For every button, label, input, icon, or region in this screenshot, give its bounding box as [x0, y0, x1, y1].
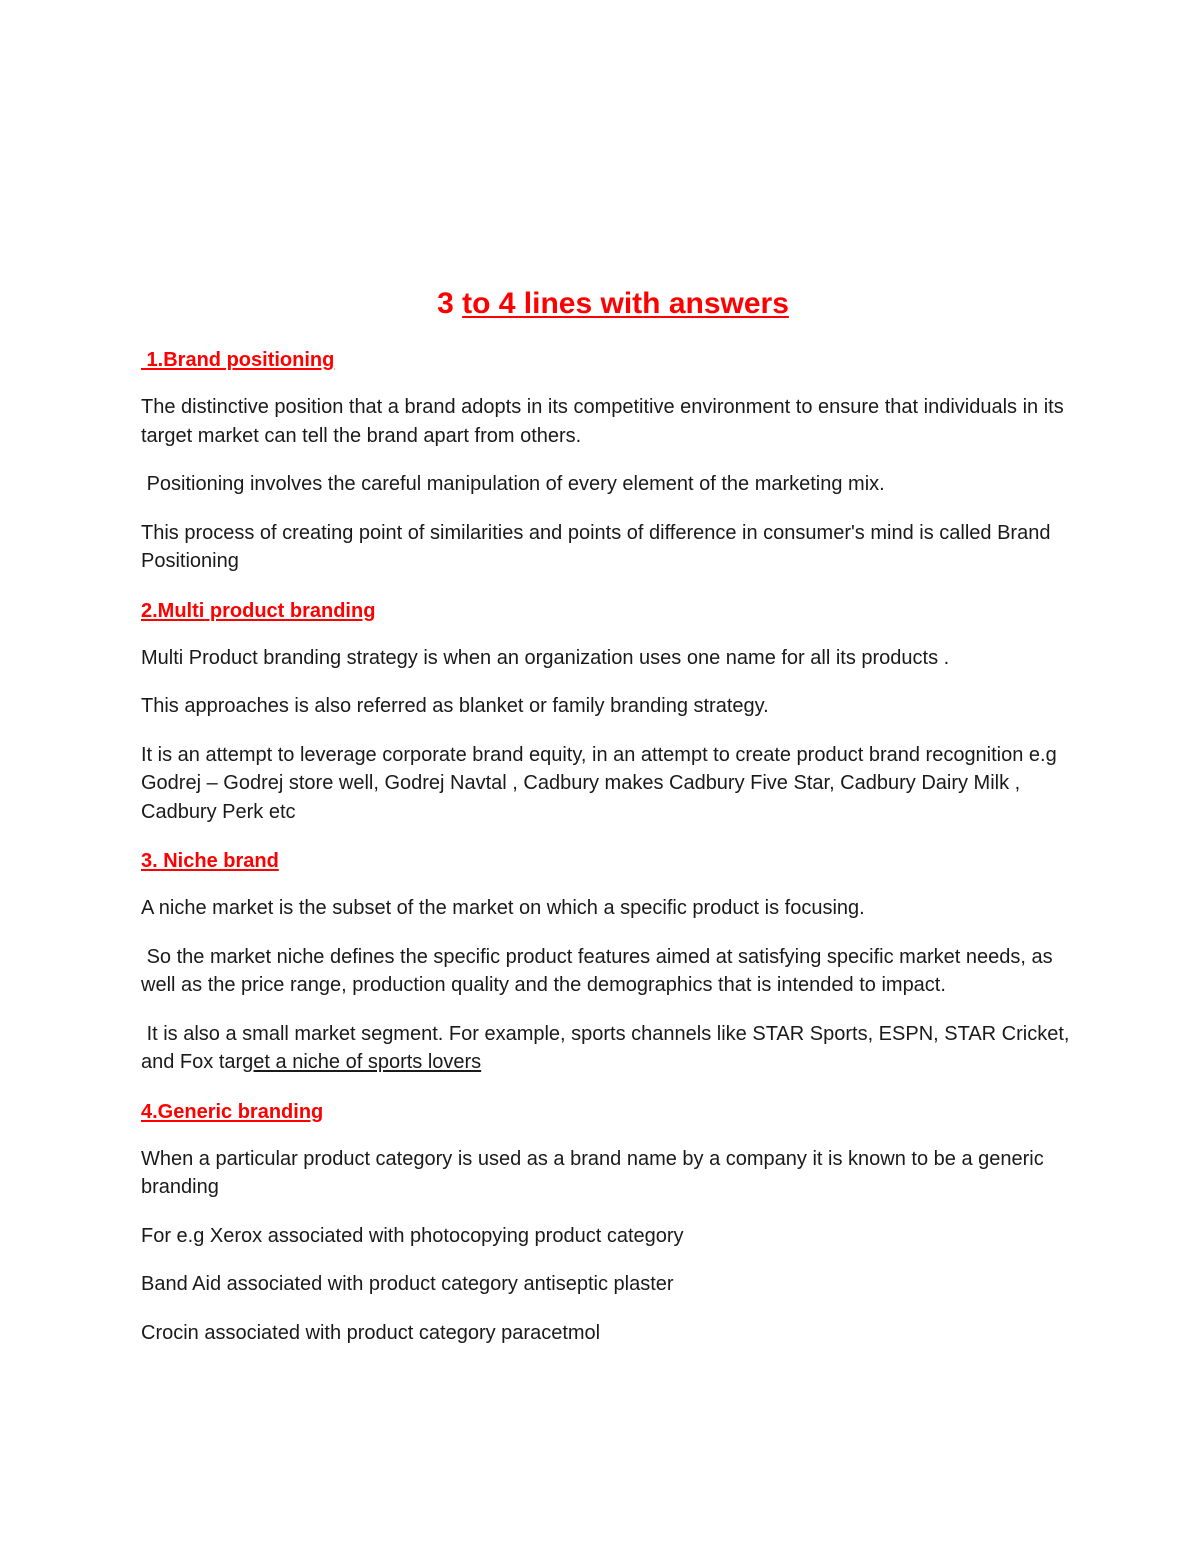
paragraph: Multi Product branding strategy is when an organization uses one name for all its products . — [141, 646, 950, 669]
paragraph-text: It is also a small market segment. For example, sports channels like STAR Sports, ESPN, STAR Cricket, and Fox tar — [141, 1022, 1076, 1073]
paragraph: A niche market is the subset of the market on which a specific product is focusing. — [141, 897, 865, 919]
paragraph: Crocin associated with product category paracetmol — [141, 1321, 601, 1344]
document-title — [0, 284, 1200, 324]
section-heading: 1.Brand positioning — [141, 349, 335, 371]
paragraph: For e.g Xerox associated with photocopying product category — [141, 1224, 684, 1247]
section-heading: 2.Multi product branding — [141, 599, 376, 622]
paragraph: This process of creating point of similarities and points of difference in consumer's mind is called Brand Positioning — [141, 521, 1057, 572]
paragraph: It is an attempt to leverage corporate brand equity, in an attempt to create product brand recognition e.g Godrej – Godrej store well, Godrej Navtal , Cadbury makes Cadbury Five Star, Cadbury Dairy Milk , Cadbury Perk etc — [141, 743, 1063, 823]
document-body — [141, 345, 1076, 1367]
paragraph: Band Aid associated with product category antiseptic plaster — [141, 1273, 674, 1295]
paragraph: The distinctive position that a brand adopts in its competitive environment to ensure that individuals in its target market can tell the brand apart from others. — [141, 396, 1070, 447]
title-underlined: to 4 lines with answers — [462, 287, 789, 320]
paragraph — [141, 1020, 1076, 1077]
section-multi-product-branding — [141, 596, 1071, 827]
paragraph: Positioning involves the careful manipulation of every element of the marketing mix. — [141, 473, 885, 495]
section-heading: 4.Generic branding — [141, 1100, 324, 1123]
section-heading: 3. Niche brand — [141, 850, 279, 872]
section-generic-branding — [141, 1097, 1071, 1348]
section-brand-positioning — [141, 345, 1071, 576]
paragraph: So the market niche defines the specific product features aimed at satisfying specific market needs, as well as the price range, production quality and the demographics that is intended to impact. — [141, 945, 1059, 996]
paragraph: When a particular product category is used as a brand name by a company it is known to be a generic branding — [141, 1147, 1050, 1198]
section-niche-brand — [141, 846, 1076, 1077]
paragraph: This approaches is also referred as blanket or family branding strategy. — [141, 695, 769, 717]
paragraph-underlined-text: get a niche of sports lovers — [242, 1051, 482, 1073]
title-lead: 3 — [437, 287, 463, 320]
